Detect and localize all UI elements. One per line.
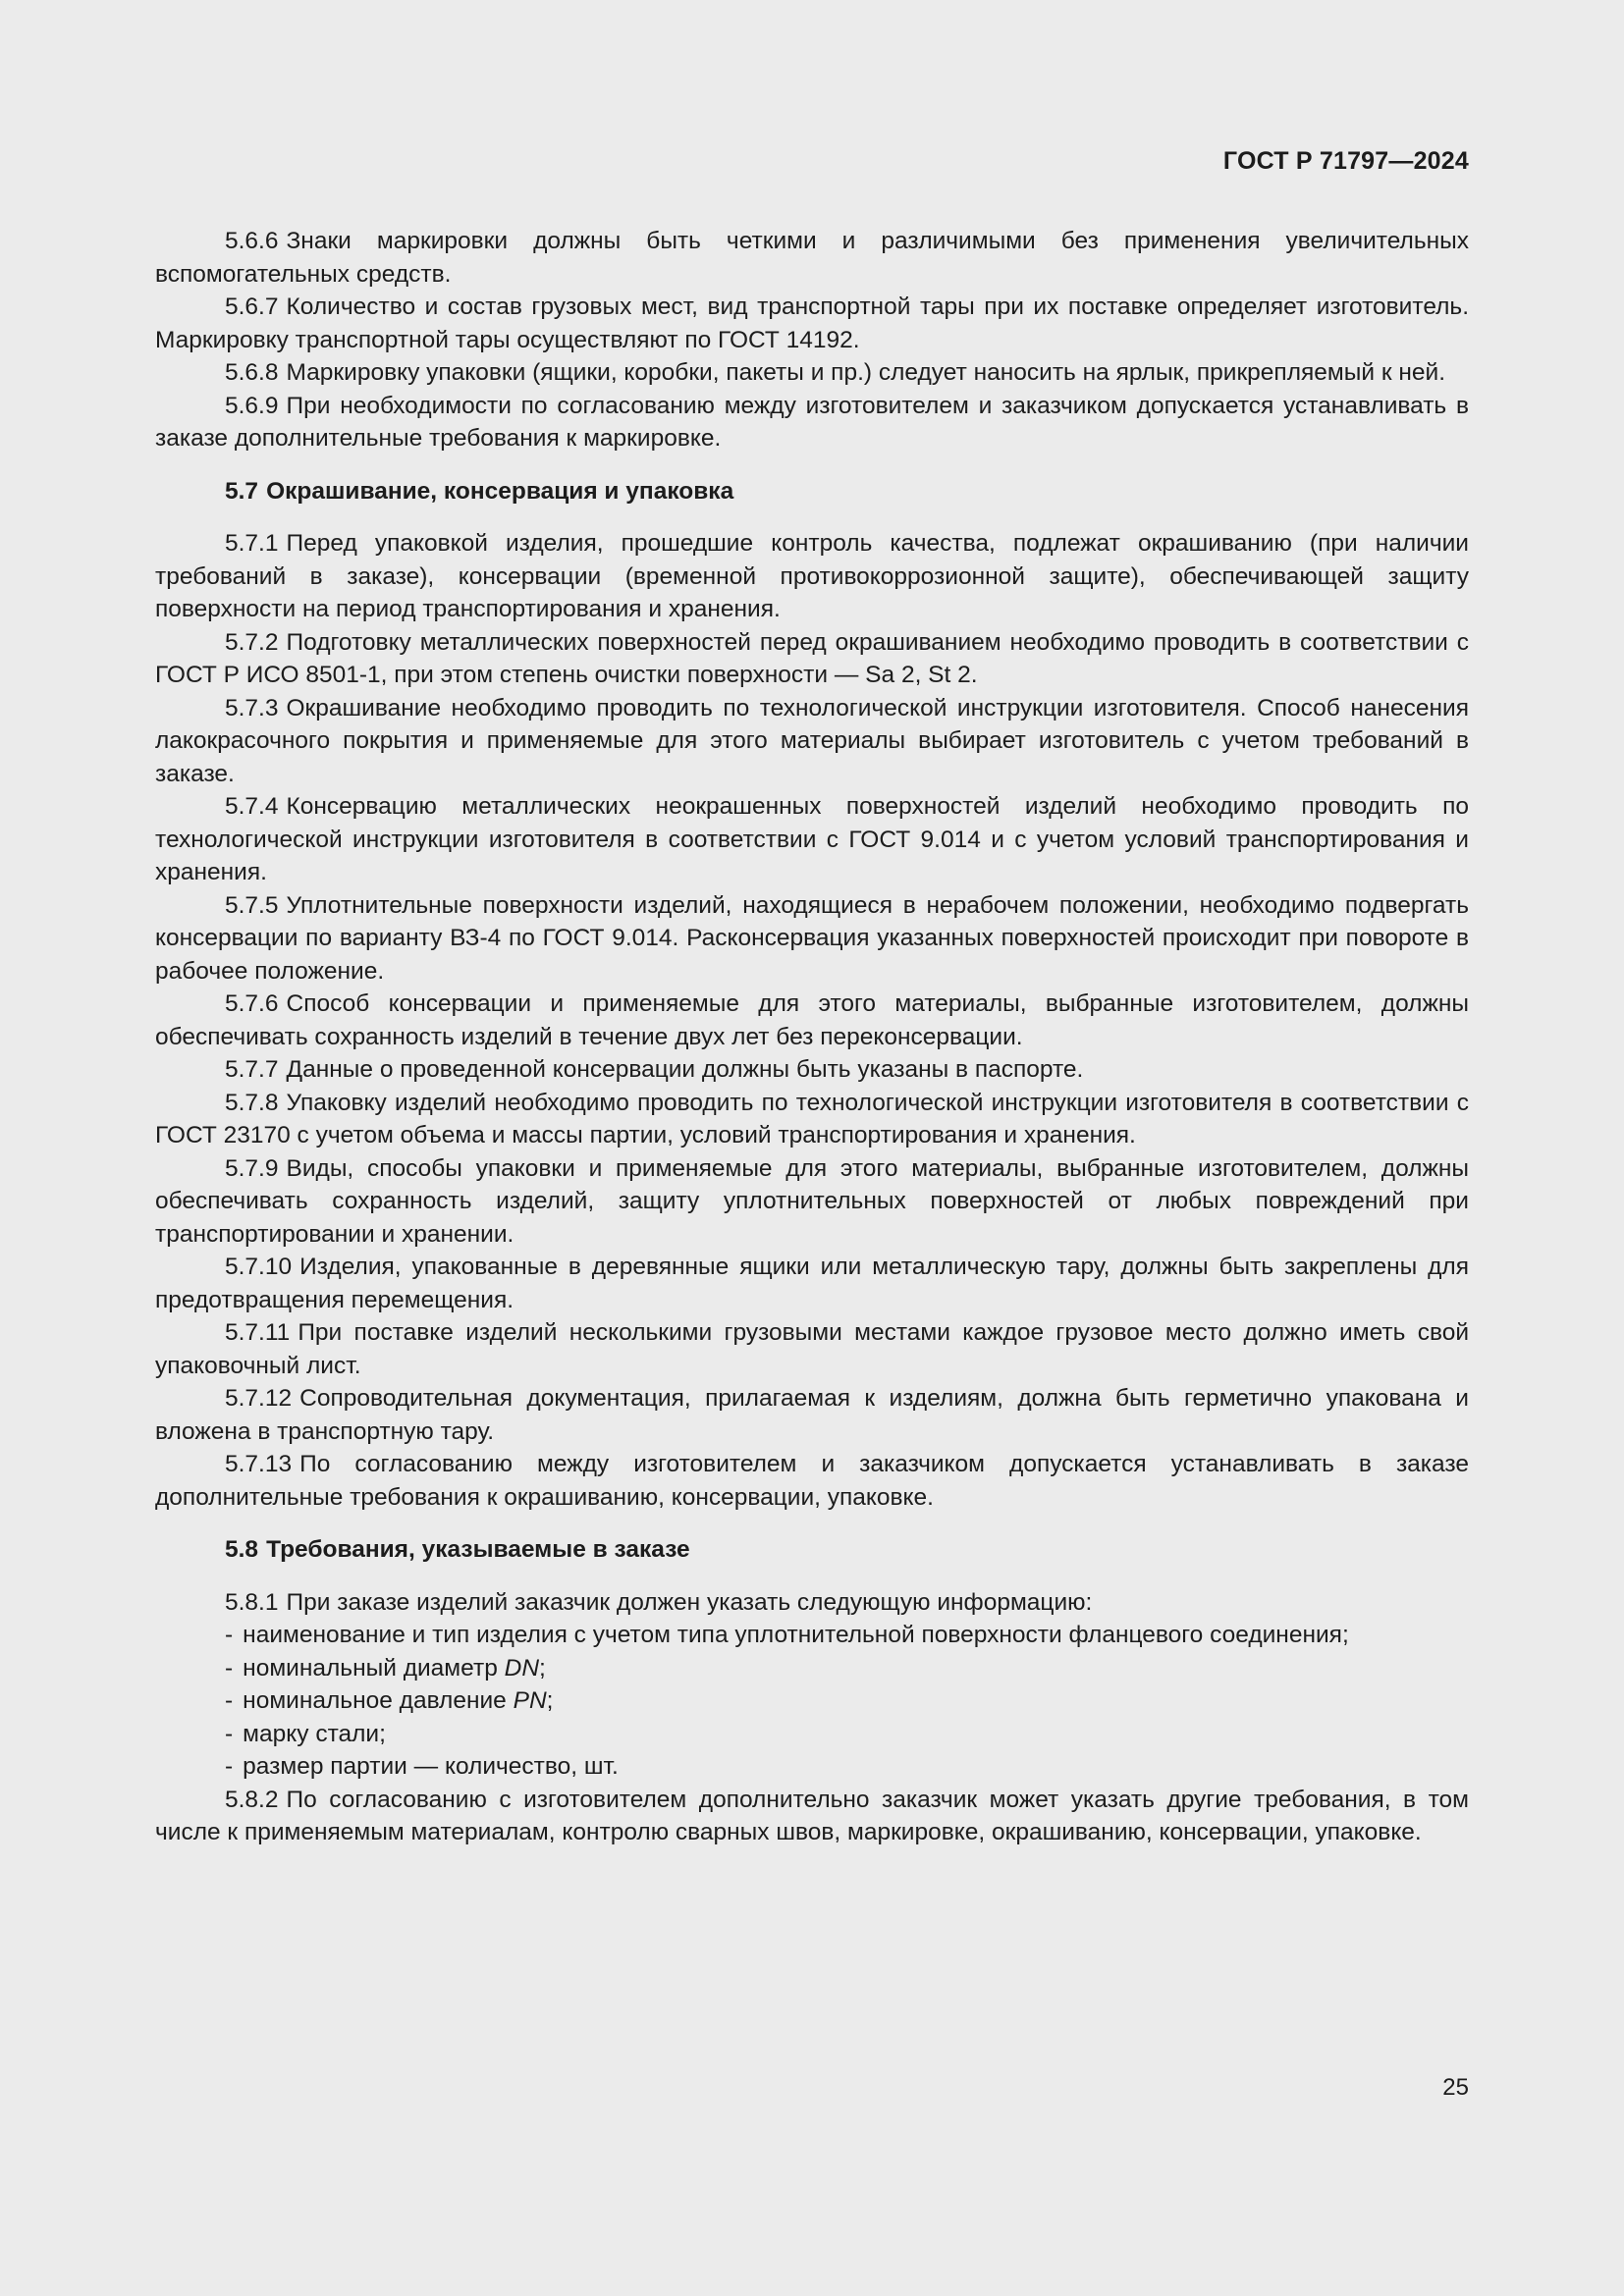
- clause-number: 5.6.7: [225, 294, 279, 320]
- section-number: 5.7: [225, 477, 259, 505]
- clause-text: Консервацию металлических неокрашенных поверхностей изделий необходимо проводить по технологической инструкции изготовителя в соответствии с ГОСТ 9.014 и с учетом условий транспортирования и хранения.: [155, 793, 1469, 885]
- list-dash: -: [225, 1720, 234, 1747]
- clause-5-7-3: [155, 692, 1469, 791]
- clause-5-8-1: [155, 1586, 1469, 1620]
- clause-text: Маркировку упаковки (ящики, коробки, пакеты и пр.) следует наносить на ярлык, прикрепляемый к ней.: [286, 359, 1446, 386]
- clause-5-7-2: [155, 626, 1469, 692]
- clause-text: Окрашивание необходимо проводить по технологической инструкции изготовителя. Способ нанесения лакокрасочного покрытия и применяемые для этого материалы выбирает изготовитель с учетом требований в заказе.: [155, 694, 1469, 787]
- list-item-text: размер партии — количество, шт.: [243, 1753, 619, 1780]
- clause-5-7-6: [155, 988, 1469, 1053]
- clause-5-7-7: [155, 1053, 1469, 1087]
- clause-text: По согласованию с изготовителем дополнительно заказчик может указать другие требования, в том числе к применяемым материалам, контролю сварных швов, маркировке, окрашиванию, консервации, упаковке.: [155, 1786, 1469, 1845]
- clause-text: Подготовку металлических поверхностей перед окрашиванием необходимо проводить в соответствии с ГОСТ Р ИСО 8501-1, при этом степень очистки поверхности — Sa 2, St 2.: [155, 628, 1469, 688]
- clause-number: 5.7.1: [225, 530, 279, 557]
- list-item: [155, 1750, 1469, 1784]
- clause-text: Уплотнительные поверхности изделий, находящиеся в нерабочем положении, необходимо подвергать консервации по варианту ВЗ-4 по ГОСТ 9.014. Расконсервация указанных поверхностей происходит при повороте в рабочее положение.: [155, 891, 1469, 985]
- page-number: 25: [1442, 2074, 1469, 2101]
- clause-number: 5.7.8: [225, 1089, 279, 1116]
- clause-number: 5.7.7: [225, 1056, 279, 1083]
- clause-5-6-7: [155, 291, 1469, 356]
- list-item-text: наименование и тип изделия с учетом типа уплотнительной поверхности фланцевого соединения;: [243, 1622, 1349, 1648]
- clause-5-6-9: [155, 390, 1469, 455]
- clause-5-7-10: [155, 1251, 1469, 1316]
- clause-text: Данные о проведенной консервации должны быть указаны в паспорте.: [286, 1056, 1084, 1083]
- clause-number: 5.7.2: [225, 628, 279, 656]
- list-item: [155, 1718, 1469, 1751]
- section-title: Требования, указываемые в заказе: [266, 1536, 690, 1563]
- clause-5-7-5: [155, 889, 1469, 988]
- list-dash: -: [225, 1622, 234, 1648]
- list-item-text: номинальное давление: [243, 1687, 514, 1714]
- list-item: [155, 1684, 1469, 1718]
- list-dash: -: [225, 1753, 234, 1780]
- section-heading-5-7: [155, 475, 1469, 508]
- clause-number: 5.7.9: [225, 1154, 279, 1182]
- list-item-text: марку стали;: [243, 1720, 386, 1747]
- clause-number: 5.6.8: [225, 359, 279, 386]
- clause-5-7-4: [155, 790, 1469, 889]
- clause-number: 5.7.3: [225, 694, 279, 721]
- clause-number: 5.7.6: [225, 990, 279, 1017]
- clause-text: Количество и состав грузовых мест, вид транспортной тары при их поставке определяет изготовитель. Маркировку транспортной тары осуществляют по ГОСТ 14192.: [155, 294, 1469, 353]
- list-item-punct: ;: [539, 1654, 546, 1682]
- clause-text: При поставке изделий несколькими грузовыми местами каждое грузовое место должно иметь свой упаковочный лист.: [155, 1319, 1469, 1379]
- clause-text: Перед упаковкой изделия, прошедшие контроль качества, подлежат окрашиванию (при наличии требований в заказе), консервации (временной противокоррозионной защите), обеспечивающей защиту поверхности на период транспортирования и хранения.: [155, 530, 1469, 622]
- clause-5-8-2: [155, 1784, 1469, 1849]
- clause-number: 5.7.11: [225, 1319, 291, 1346]
- clause-5-7-9: [155, 1152, 1469, 1252]
- clause-number: 5.7.5: [225, 891, 279, 919]
- clause-5-6-6: [155, 225, 1469, 291]
- list-item: [155, 1652, 1469, 1685]
- clause-number: 5.7.4: [225, 793, 279, 820]
- clause-5-7-1: [155, 527, 1469, 626]
- clause-5-7-13: [155, 1448, 1469, 1514]
- document-code-header: ГОСТ Р 71797—2024: [1222, 147, 1469, 175]
- clause-number: 5.7.13: [225, 1451, 293, 1477]
- list-item: [155, 1619, 1469, 1652]
- section-number: 5.8: [225, 1536, 259, 1563]
- clause-number: 5.6.9: [225, 392, 279, 419]
- list-dash: -: [225, 1654, 234, 1682]
- clause-number: 5.8.1: [225, 1588, 279, 1616]
- clause-number: 5.8.2: [225, 1786, 279, 1813]
- clause-text: Виды, способы упаковки и применяемые для этого материалы, выбранные изготовителем, должны обеспечивать сохранность изделий, защиту уплотнительных поверхностей от любых повреждений при транспортировании и хранении.: [155, 1154, 1469, 1248]
- clause-5-7-11: [155, 1316, 1469, 1382]
- clause-5-6-8: [155, 356, 1469, 390]
- clause-text: По согласованию между изготовителем и заказчиком допускается устанавливать в заказе дополнительные требования к окрашиванию, консервации, упаковке.: [155, 1451, 1469, 1511]
- list-item-text: номинальный диаметр: [243, 1654, 505, 1682]
- clause-text: Способ консервации и применяемые для этого материалы, выбранные изготовителем, должны обеспечивать сохранность изделий в течение двух лет без переконсервации.: [155, 990, 1469, 1050]
- clause-text: Изделия, упакованные в деревянные ящики или металлическую тару, должны быть закреплены для предотвращения перемещения.: [155, 1254, 1469, 1313]
- clause-text: Знаки маркировки должны быть четкими и различимыми без применения увеличительных вспомогательных средств.: [155, 228, 1469, 288]
- clause-text: Упаковку изделий необходимо проводить по технологической инструкции изготовителя в соответствии с ГОСТ 23170 с учетом объема и массы партии, условий транспортирования и хранения.: [155, 1089, 1469, 1148]
- list-item-punct: ;: [546, 1687, 554, 1714]
- clause-number: 5.7.12: [225, 1385, 293, 1412]
- clause-text: Сопроводительная документация, прилагаемая к изделиям, должна быть герметично упакована и вложена в транспортную тару.: [155, 1385, 1469, 1445]
- clause-5-7-8: [155, 1087, 1469, 1152]
- nominal-pressure-symbol: PN: [513, 1687, 547, 1714]
- clause-5-7-12: [155, 1382, 1469, 1448]
- section-title: Окрашивание, консервация и упаковка: [266, 477, 734, 505]
- clause-text: При необходимости по согласованию между изготовителем и заказчиком допускается устанавливать в заказе дополнительные требования к маркировке.: [155, 392, 1469, 452]
- clause-text: При заказе изделий заказчик должен указать следующую информацию:: [286, 1588, 1093, 1616]
- clause-number: 5.7.10: [225, 1254, 293, 1280]
- nominal-diameter-symbol: DN: [504, 1654, 540, 1682]
- page-body: [155, 225, 1469, 1849]
- section-heading-5-8: [155, 1533, 1469, 1567]
- list-dash: -: [225, 1687, 234, 1714]
- clause-number: 5.6.6: [225, 228, 279, 254]
